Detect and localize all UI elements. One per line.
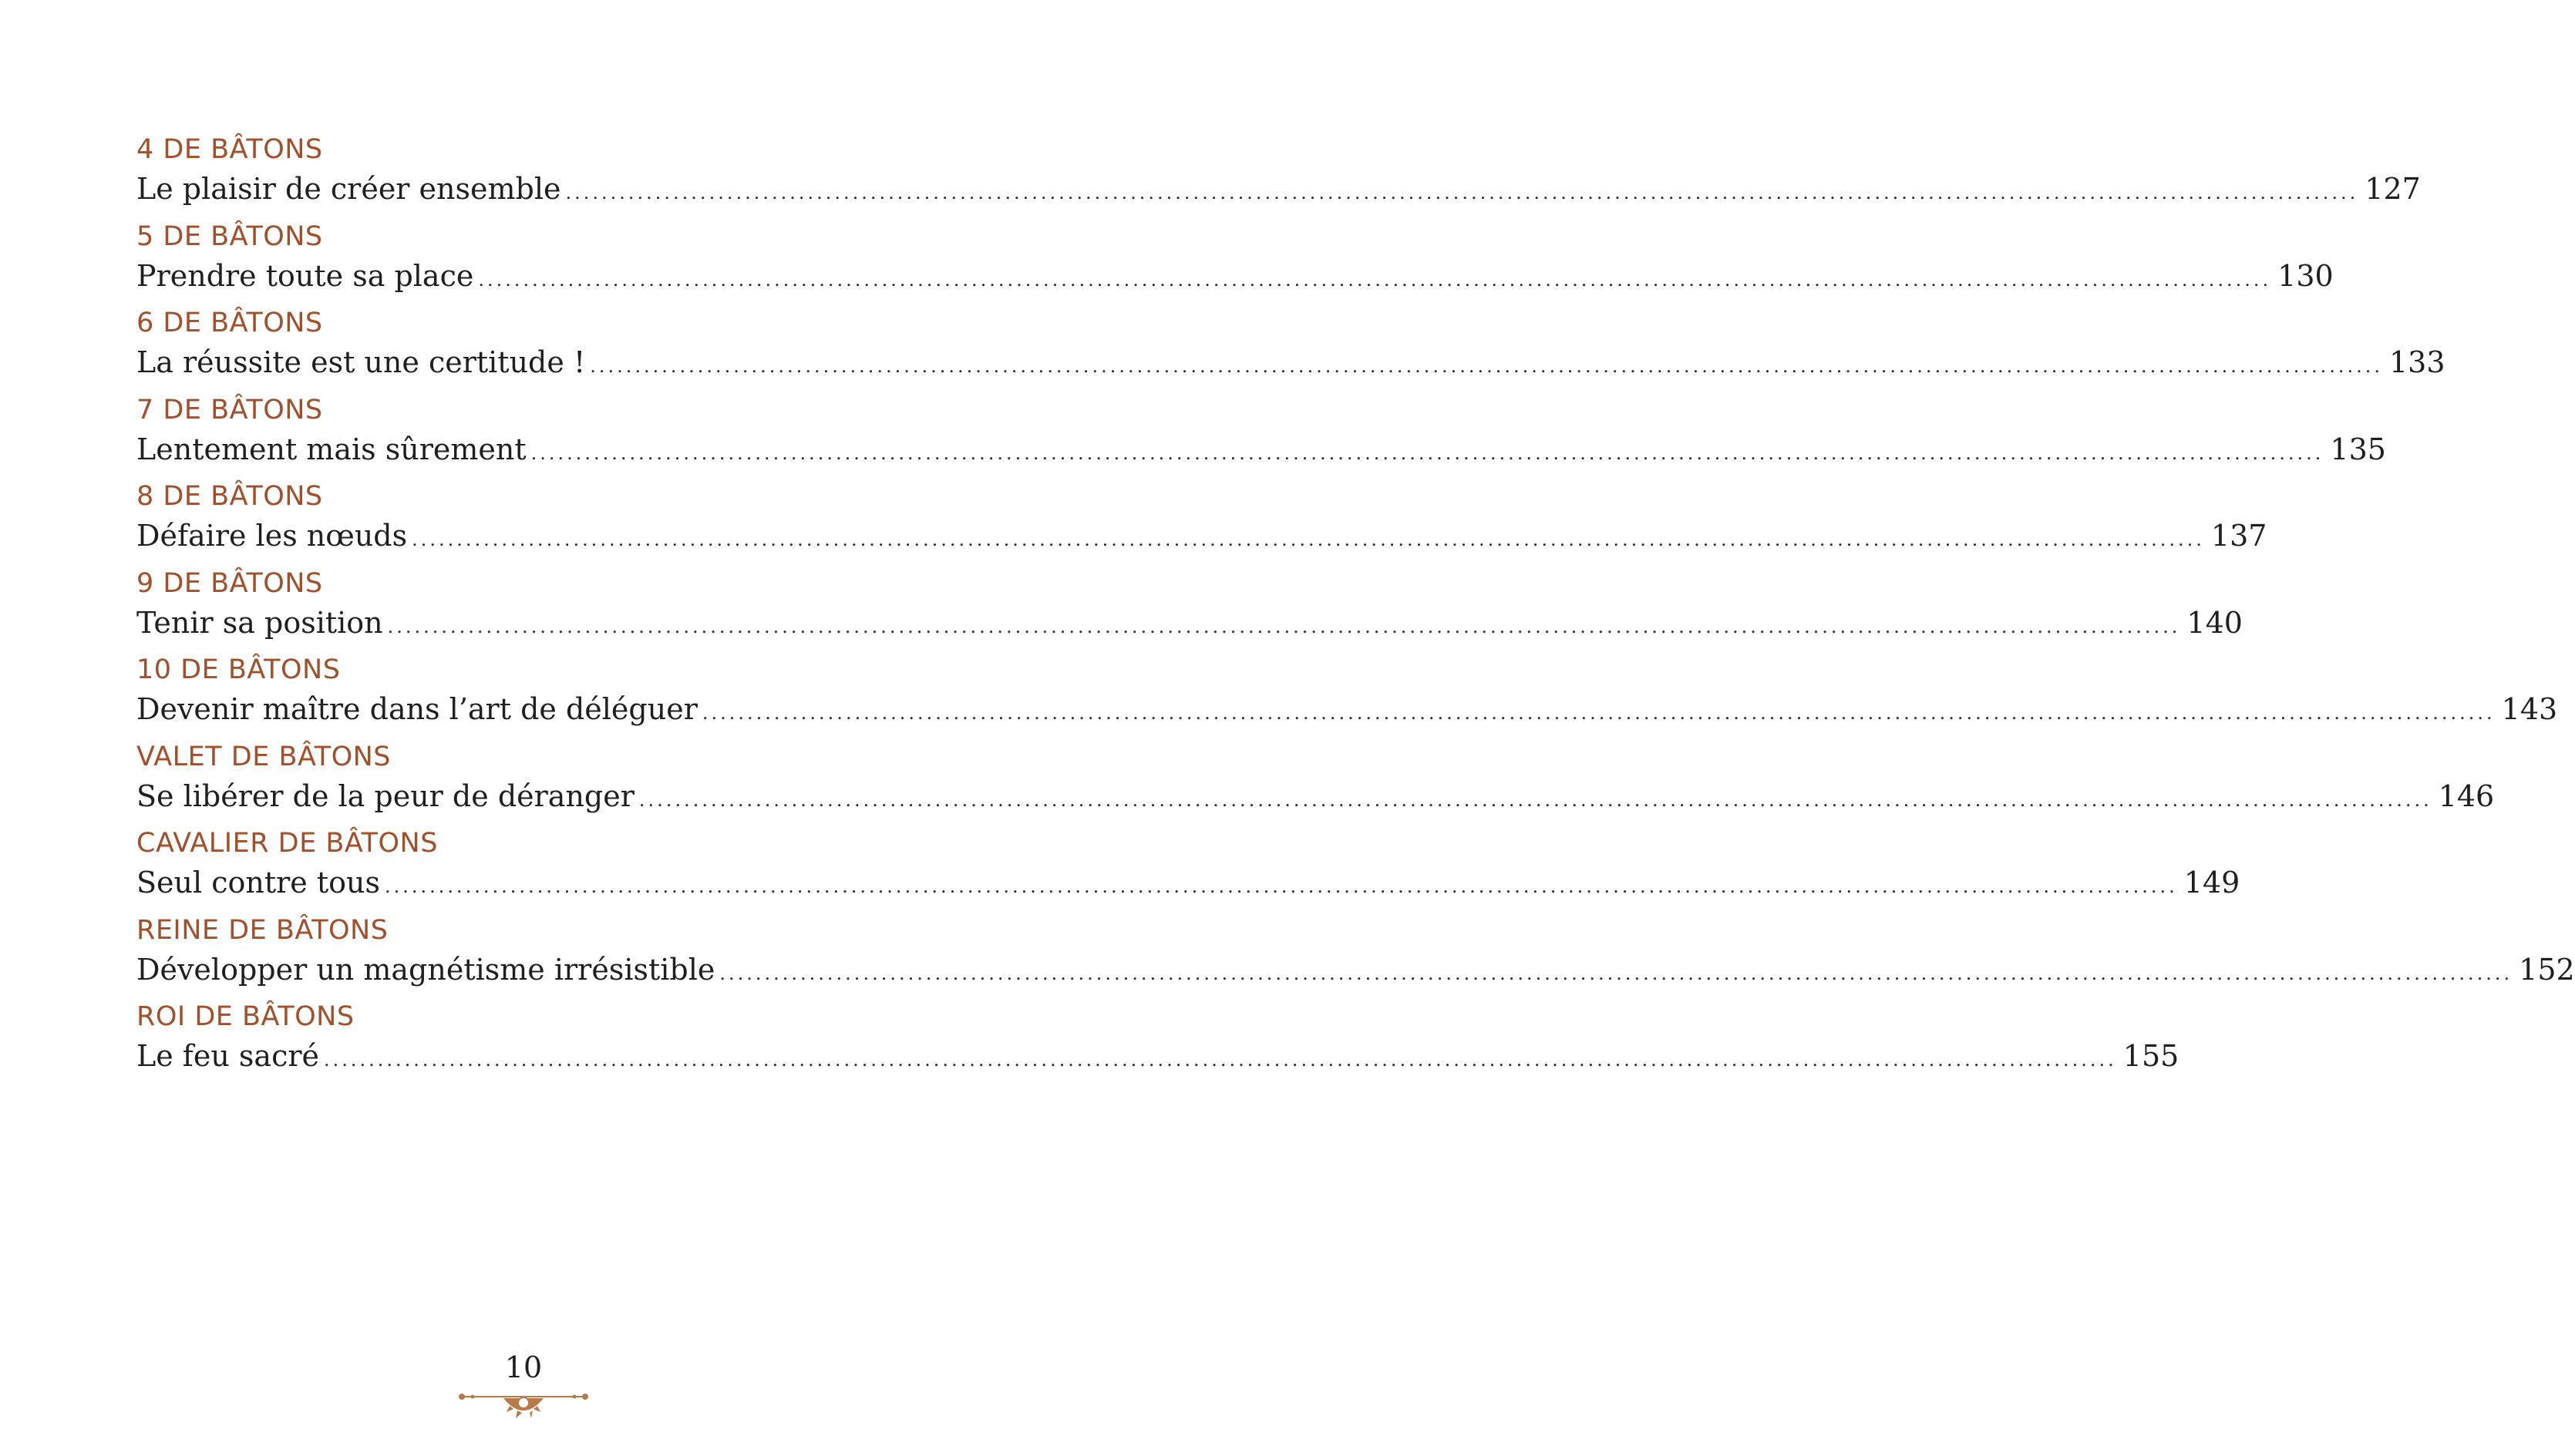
- toc-line: [136, 775, 2495, 817]
- toc-entry[interactable]: [136, 738, 2495, 826]
- toc-page-number: 140: [2186, 605, 2243, 640]
- toc-heading: REINE DE BÂTONS: [136, 914, 389, 946]
- dot-leader: ........................................................................................................................................................................................................: [478, 268, 2272, 291]
- toc-entry[interactable]: [136, 565, 2243, 652]
- toc-page-number: 143: [2501, 692, 2558, 726]
- toc-page-number: 155: [2122, 1039, 2179, 1073]
- dot-leader: ........................................................................................................................................................................................................: [387, 615, 2181, 637]
- toc-title[interactable]: Seul contre tous: [136, 866, 380, 899]
- toc-title[interactable]: Se libérer de la peur de déranger: [136, 778, 634, 813]
- toc-title[interactable]: La réussite est une certitude !: [136, 345, 586, 379]
- sun-flourish-icon: [456, 1387, 591, 1426]
- toc-heading: 6 DE BÂTONS: [136, 308, 323, 338]
- dot-leader: ........................................................................................................................................................................................................: [530, 442, 2324, 464]
- toc-title[interactable]: Tenir sa position: [136, 605, 383, 640]
- toc-page-number: 146: [2438, 778, 2495, 813]
- dot-leader: ........................................................................................................................................................................................................: [702, 702, 2496, 724]
- toc-entry[interactable]: [136, 478, 2267, 565]
- toc-page-number: 127: [2365, 172, 2421, 206]
- toc-heading: 4 DE BÂTONS: [136, 134, 323, 165]
- toc-title[interactable]: Défaire les nœuds: [136, 519, 408, 553]
- dot-leader: ........................................................................................................................................................................................................: [590, 355, 2383, 377]
- toc-heading: CAVALIER DE BÂTONS: [136, 828, 438, 859]
- toc-title[interactable]: Le feu sacré: [136, 1039, 319, 1073]
- toc-heading: 8 DE BÂTONS: [136, 481, 323, 512]
- toc-line: [136, 515, 2267, 557]
- toc-line: [136, 341, 2445, 383]
- toc-page-number: 137: [2210, 519, 2267, 553]
- dot-leader: ........................................................................................................................................................................................................: [719, 962, 2513, 984]
- toc-heading: ROI DE BÂTONS: [136, 1001, 355, 1032]
- toc-heading: VALET DE BÂTONS: [136, 741, 392, 772]
- table-of-contents: [136, 131, 2575, 1085]
- toc-page-number: 149: [2183, 866, 2240, 899]
- page-number: 10: [504, 1350, 543, 1384]
- toc-title[interactable]: Lentement mais sûrement: [136, 432, 527, 466]
- toc-entry[interactable]: [136, 825, 2240, 912]
- toc-heading: 7 DE BÂTONS: [136, 394, 323, 425]
- toc-entry[interactable]: [136, 131, 2421, 218]
- dot-leader: ........................................................................................................................................................................................................: [565, 182, 2359, 203]
- toc-line: [136, 255, 2334, 297]
- dot-leader: ........................................................................................................................................................................................................: [385, 876, 2178, 897]
- toc-line: [136, 862, 2240, 903]
- toc-line: [136, 1035, 2179, 1077]
- toc-title[interactable]: Devenir maître dans l’art de déléguer: [136, 692, 698, 726]
- dot-leader: ........................................................................................................................................................................................................: [412, 529, 2205, 550]
- toc-entry[interactable]: [136, 392, 2386, 479]
- toc-entry[interactable]: [136, 304, 2445, 392]
- toc-line: [136, 949, 2575, 990]
- toc-heading: 10 DE BÂTONS: [136, 654, 341, 685]
- toc-title[interactable]: Le plaisir de créer ensemble: [136, 172, 561, 206]
- toc-title[interactable]: Prendre toute sa place: [136, 258, 474, 293]
- toc-line: [136, 602, 2243, 644]
- dot-leader: ........................................................................................................................................................................................................: [638, 789, 2432, 811]
- toc-line: [136, 168, 2421, 210]
- toc-page-number: 133: [2389, 345, 2445, 379]
- toc-page-number: 152: [2519, 952, 2575, 987]
- toc-entry[interactable]: [136, 912, 2575, 999]
- toc-heading: 9 DE BÂTONS: [136, 567, 323, 599]
- dot-leader: ........................................................................................................................................................................................................: [324, 1049, 2117, 1071]
- toc-entry[interactable]: [136, 998, 2179, 1085]
- toc-page-number: 135: [2330, 432, 2386, 466]
- toc-entry[interactable]: [136, 651, 2558, 738]
- toc-line: [136, 688, 2558, 730]
- toc-line: [136, 429, 2386, 470]
- toc-heading: 5 DE BÂTONS: [136, 220, 323, 252]
- toc-entry[interactable]: [136, 218, 2334, 305]
- toc-title[interactable]: Développer un magnétisme irrésistible: [136, 952, 715, 987]
- toc-page-number: 130: [2277, 258, 2334, 293]
